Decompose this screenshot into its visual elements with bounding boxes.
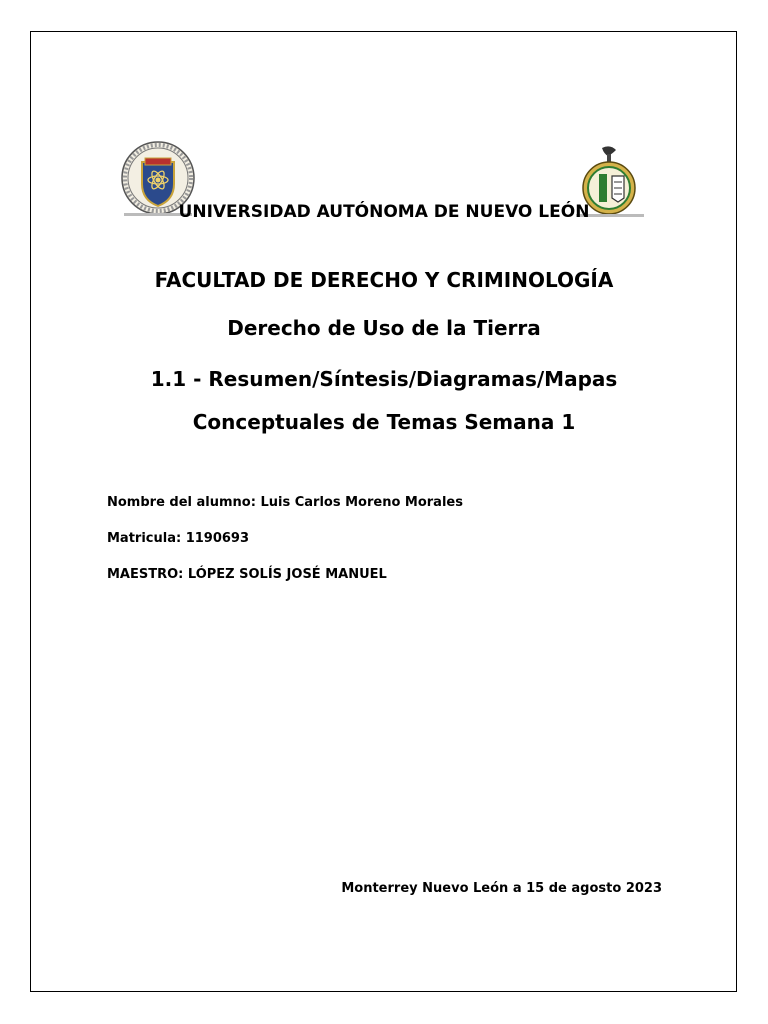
place-date: Monterrey Nuevo León a 15 de agosto 2023 — [341, 881, 662, 896]
student-name: Nombre del alumno: Luis Carlos Moreno Morales — [107, 495, 463, 510]
teacher-name: MAESTRO: LÓPEZ SOLÍS JOSÉ MANUEL — [107, 567, 387, 582]
assignment-title-line-2: Conceptuales de Temas Semana 1 — [192, 410, 576, 434]
university-name: UNIVERSIDAD AUTÓNOMA DE NUEVO LEÓN — [178, 202, 590, 222]
assignment-title-line-1: 1.1 - Resumen/Síntesis/Diagramas/Mapas — [150, 367, 618, 391]
faculty-name: FACULTAD DE DERECHO Y CRIMINOLOGÍA — [154, 268, 614, 292]
course-name: Derecho de Uso de la Tierra — [227, 316, 541, 340]
student-id: Matricula: 1190693 — [107, 531, 250, 546]
